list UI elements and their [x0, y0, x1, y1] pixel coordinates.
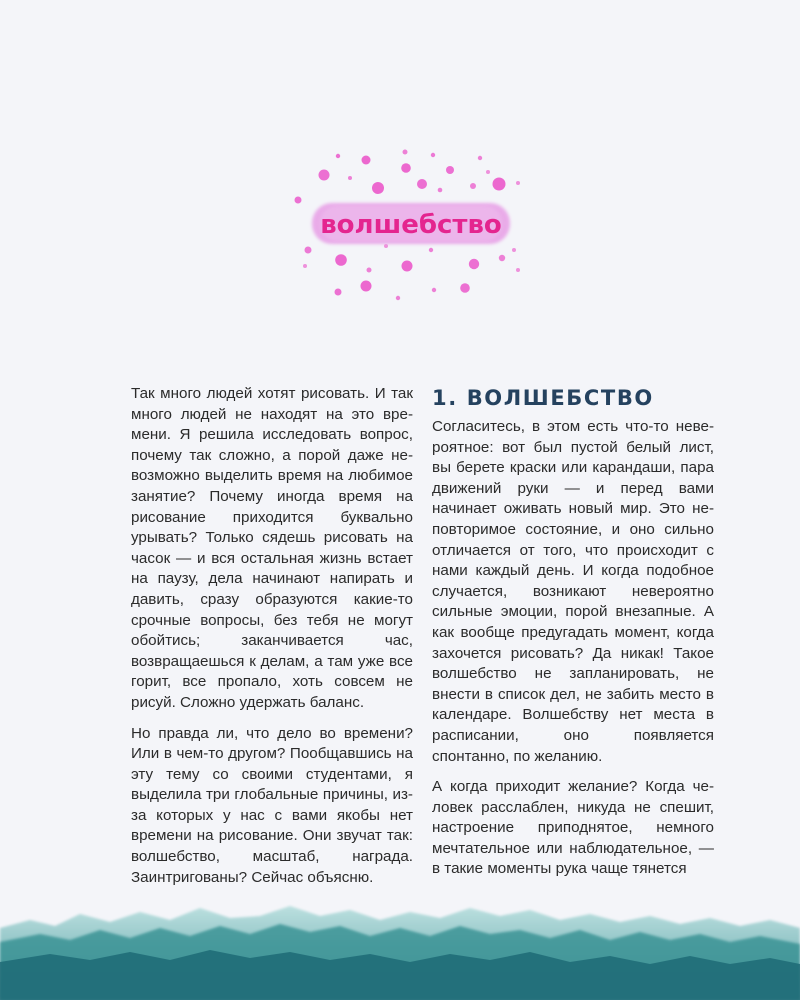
paragraph: Согласитесь, в этом есть что-то невероятное: вот был пустой белый лист, вы берете краски или карандаши, пара движений руки — и перед вами начинает оживать новый мир. Это неповторимое состояние, и оно сильно отличается от того, что происходит с нами каждый день. И когда подобное случается, возникают невероятно сильные эмоции, порой внезапные. А как вообще предугадать момент, когда захочется рисовать? Да никак! Такое волшебство не запланировать, не внести в список дел, не забить место в календаре. Волшебству нет места в расписании, оно появляется спонтанно, по желанию. — [432, 418, 714, 765]
right-column — [432, 417, 714, 890]
paragraph: Но правда ли, что дело во времени? Или в чем-то другом? Пообщавшись на эту тему со своими студентами, я выделила три глобальные причины, из-за которых у нас с вами якобы нет времени на рисование. Они звучат так: волшебство, масштаб, награда. Заинтригованы? Сейчас объясню. — [131, 724, 413, 886]
left-column — [131, 384, 413, 898]
magic-illustration-graphic — [290, 140, 530, 310]
magic-illustration — [290, 140, 530, 310]
watercolor-graphic — [0, 890, 800, 1000]
paragraph: А когда приходит желание? Когда человек расслаблен, никуда не спешит, настроение приподнятое, немного мечтательное или наблюдательное, — в такие моменты рука чаще тянется — [432, 778, 714, 878]
watercolor-border — [0, 890, 800, 1000]
magic-label: волшебство — [320, 210, 502, 240]
section-heading: 1. ВОЛШЕБСТВО — [432, 386, 654, 410]
paragraph: Так много людей хотят рисовать. И так много людей не находят на это времени. Я решила исследовать вопрос, почему так сложно, а порой даже невозможно выделить время на любимое занятие? Почему иногда время на рисование приходится буквально урывать? Только сядешь рисовать на часок — и вся остальная жизнь встает на паузу, дела начинают напирать и давить, сразу образуются какие-то срочные вопросы, без тебя не могут обойтись; заканчивается час, возвращаешься к делам, а там уже все горит, все пропало, хоть совсем не рисуй. Сложно удержать баланс. — [131, 385, 413, 711]
